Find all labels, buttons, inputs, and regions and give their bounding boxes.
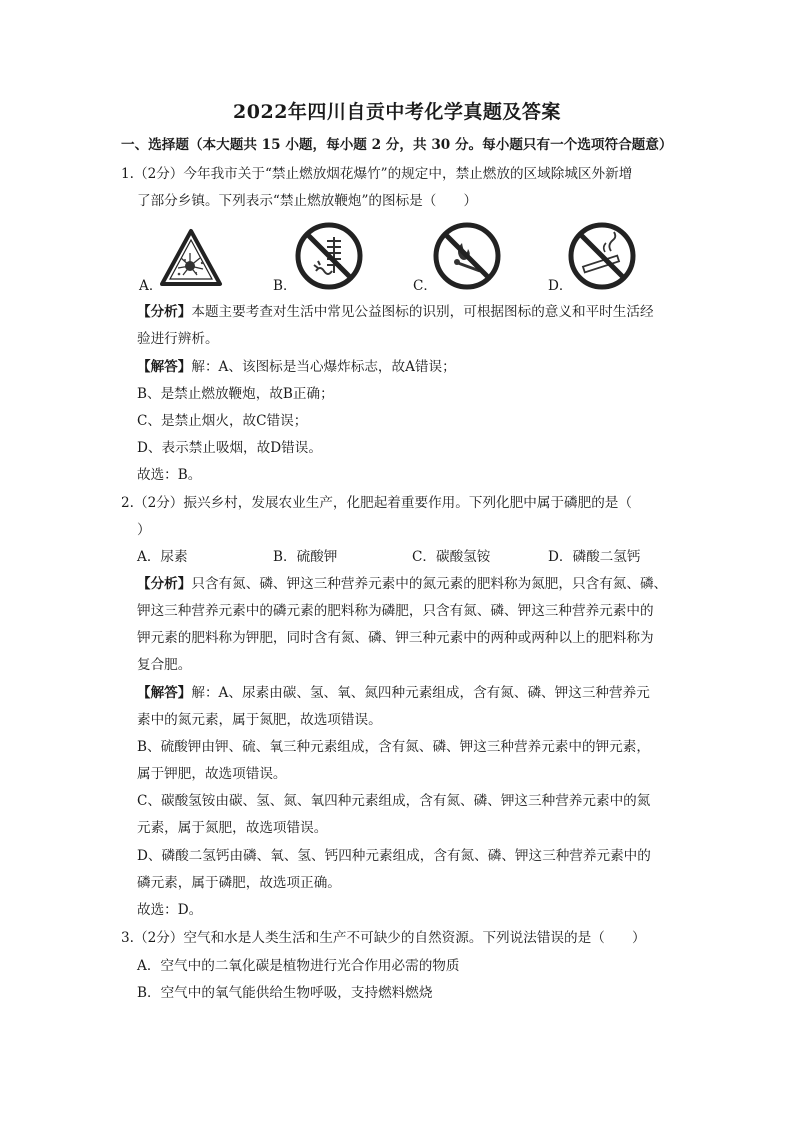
q2-analysis-tag: 【分析】 (137, 576, 192, 592)
q2-option-d: D．磷酸二氢钙 (548, 549, 641, 565)
q2-analysis-line4: 复合肥。 (137, 657, 192, 673)
q1-stem-line2: 了部分乡镇。下列表示“禁止燃放鞭炮”的图标是（ ） (137, 193, 478, 209)
q1-analysis-line2: 验进行辨析。 (137, 331, 219, 347)
q2-answer-line7: D、磷酸二氢钙由磷、氧、氢、钙四种元素组成，含有氮、磷、钾这三种营养元素中的 (137, 848, 651, 864)
q1-option-b-label: B． (273, 278, 297, 294)
q2-choice: 故选：D。 (137, 902, 203, 918)
q1-answer-line2: B、是禁止燃放鞭炮，故B正确； (137, 386, 334, 402)
q2-analysis-text: 只含有氮、磷、钾这三种营养元素中的氮元素的肥料称为氮肥，只含有氮、磷、 (191, 576, 668, 592)
q2-analysis-line2: 钾这三种营养元素中的磷元素的肥料称为磷肥，只含有氮、磷、钾这三种营养元素中的 (137, 603, 654, 619)
q2-stem-line2: ） (137, 522, 151, 538)
q2-analysis-line3: 钾元素的肥料称为钾肥，同时含有氮、磷、钾三种元素中的两种或两种以上的肥料称为 (137, 630, 654, 646)
q3-stem-line1: 3.（2分）空气和水是人类生活和生产不可缺少的自然资源。下列说法错误的是（ ） (121, 930, 646, 946)
q1-option-c-label: C． (413, 278, 437, 294)
q2-answer-line1 (137, 683, 650, 703)
q2-answer-line5: C、碳酸氢铵由碳、氢、氮、氧四种元素组成，含有氮、磷、钾这三种营养元素中的氮 (137, 793, 651, 809)
q2-answer-line6: 元素，属于氮肥，故选项错误。 (137, 820, 328, 836)
q1-analysis-text: 本题主要考查对生活中常见公益图标的识别，可根据图标的意义和平时生活经 (191, 304, 654, 320)
q1-analysis-tag: 【分析】 (137, 304, 192, 320)
q2-option-b: B．硫酸钾 (273, 549, 338, 565)
q1-stem-line1: 1.（2分）今年我市关于“禁止燃放烟花爆竹”的规定中，禁止燃放的区域除城区外新增 (121, 166, 633, 182)
q1-answer-line3: C、是禁止烟火，故C错误； (137, 413, 308, 429)
q2-option-c: C．碳酸氢铵 (412, 549, 491, 565)
q2-option-a: A．尿素 (137, 549, 188, 565)
q1-option-d-label: D． (548, 278, 573, 294)
q2-stem-line1: 2.（2分）振兴乡村，发展农业生产，化肥起着重要作用。下列化肥中属于磷肥的是（ (121, 495, 632, 511)
q3-option-a: A．空气中的二氧化碳是植物进行光合作用必需的物质 (137, 958, 460, 974)
section-heading: 一、选择题（本大题共 15 小题，每小题 2 分，共 30 分。每小题只有一个选项符合题意） (121, 137, 673, 153)
q2-answer-line3: B、硫酸钾由钾、硫、氧三种元素组成，含有氮、磷、钾这三种营养元素中的钾元素， (137, 739, 650, 755)
q1-answer-tag: 【解答】 (137, 359, 192, 375)
q2-answer-line8: 磷元素，属于磷肥，故选项正确。 (137, 875, 341, 891)
q1-answer-line1 (137, 357, 456, 377)
q2-answer-line4: 属于钾肥，故选项错误。 (137, 766, 287, 782)
q1-answer-text: 解：A、该图标是当心爆炸标志，故A错误； (191, 359, 456, 375)
q1-analysis-line1 (137, 302, 654, 322)
no-smoking-icon (567, 221, 637, 291)
q2-answer-tag: 【解答】 (137, 685, 192, 701)
q1-answer-line4: D、表示禁止吸烟，故D错误。 (137, 440, 322, 456)
q2-answer-text: 解：A、尿素由碳、氢、氧、氮四种元素组成，含有氮、磷、钾这三种营养元 (191, 685, 650, 701)
no-firecrackers-icon (294, 221, 364, 291)
q1-choice: 故选：B。 (137, 467, 202, 483)
page-title: 2022年四川自贡中考化学真题及答案 (233, 101, 561, 123)
explosion-warning-icon (159, 228, 223, 288)
q1-option-a-label: A． (139, 278, 163, 294)
q2-answer-line2: 素中的氮元素，属于氮肥，故选项错误。 (137, 712, 382, 728)
q3-option-b: B．空气中的氧气能供给生物呼吸，支持燃料燃烧 (137, 985, 433, 1001)
no-open-flame-icon (432, 221, 502, 291)
q2-analysis-line1 (137, 574, 667, 594)
